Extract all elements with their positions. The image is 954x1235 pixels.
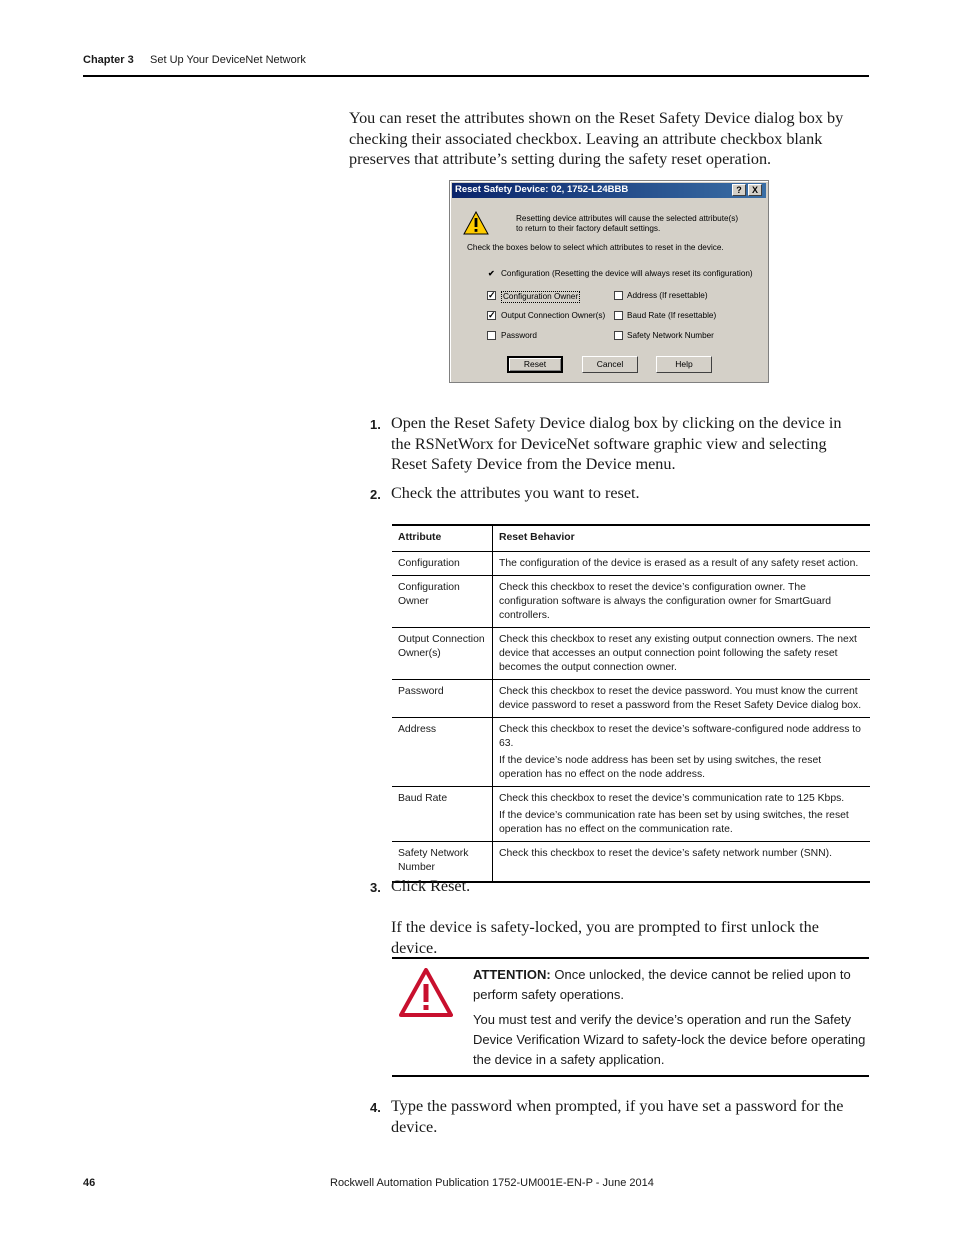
check-mark-icon: ✔: [488, 269, 495, 278]
intro-paragraph: You can reset the attributes shown on the Reset Safety Device dialog box by checking their associated checkbox. Leaving an attribute checkbox blank preserves that attribute’s setting during the safety reset operation.: [349, 109, 844, 168]
password-label: Password: [501, 331, 537, 340]
close-button[interactable]: X: [748, 184, 762, 196]
behavior-cell: [493, 718, 871, 787]
behavior-text: The configuration of the device is erased as a result of any safety reset action.: [499, 558, 859, 569]
table-row: [392, 787, 870, 842]
page-number: 46: [83, 1177, 96, 1189]
attention-paragraph-1: [473, 965, 868, 1005]
attribute-cell: Safety Network Number: [392, 842, 493, 883]
address-label: Address (If resettable): [627, 291, 708, 300]
password-checkbox[interactable]: [487, 331, 496, 340]
attention-label: ATTENTION:: [473, 967, 551, 982]
safety-network-number-checkbox[interactable]: [614, 331, 623, 340]
attribute-cell: Configuration Owner: [392, 576, 493, 628]
baud-rate-label: Baud Rate (If resettable): [627, 311, 717, 320]
warning-line-1: Resetting device attributes will cause the selected attribute(s): [516, 214, 739, 223]
behavior-cell: [493, 628, 871, 680]
chapter-title: Set Up Your DeviceNet Network: [150, 54, 306, 66]
behavior-cell: [493, 680, 871, 718]
attention-line-2: You must test and verify the device’s operation and run the Safety Device Verification Wizard to safety-lock the device before operating the device in a safety application.: [473, 1012, 866, 1067]
table-row: [392, 718, 870, 787]
warning-line-2: to return to their factory default settings.: [516, 224, 661, 233]
step-number: 1.: [370, 417, 381, 432]
step-text: Open the Reset Safety Device dialog box by clicking on the device in the RSNetWorx for DeviceNet software graphic view and selecting Reset Safety Device from the Device menu.: [391, 414, 842, 473]
behavior-cell: [493, 576, 871, 628]
dialog-titlebar: [452, 183, 766, 198]
attribute-table: [392, 524, 870, 883]
chapter-label: Chapter 3: [83, 54, 134, 66]
attribute-cell: Output Connection Owner(s): [392, 628, 493, 680]
address-checkbox[interactable]: [614, 291, 623, 300]
publication-info: Rockwell Automation Publication 1752-UM001E-EN-P - June 2014: [330, 1177, 654, 1189]
warning-icon: [463, 211, 489, 235]
attention-box: [392, 957, 869, 1077]
step-text: Check the attributes you want to reset.: [391, 484, 640, 502]
behavior-text: Check this checkbox to reset the device’s software-configured node address to 63.: [499, 724, 861, 749]
attention-line-1: Once unlocked, the device cannot be relied upon to perform safety operations.: [473, 967, 851, 1002]
baud-rate-checkbox[interactable]: [614, 311, 623, 320]
table-row: [392, 628, 870, 680]
behavior-text: If the device’s node address has been set by using switches, the reset operation has no effect on the node address.: [499, 755, 822, 780]
attribute-header: Attribute: [392, 525, 493, 552]
attribute-cell: Password: [392, 680, 493, 718]
behavior-cell: [493, 552, 871, 576]
table-header-row: [392, 525, 870, 552]
behavior-text: Check this checkbox to reset the device’s communication rate to 125 Kbps.: [499, 793, 845, 804]
table-row: [392, 680, 870, 718]
help-title-button[interactable]: ?: [732, 184, 746, 196]
instruction-text: Check the boxes below to select which attributes to reset in the device.: [467, 243, 724, 252]
output-connection-owner-checkbox[interactable]: ✓: [488, 310, 496, 320]
step-text: Type the password when prompted, if you have set a password for the device.: [391, 1097, 844, 1136]
reset-button[interactable]: Reset: [507, 356, 563, 373]
attribute-cell: Baud Rate: [392, 787, 493, 842]
safety-network-number-label: Safety Network Number: [627, 331, 714, 340]
attention-warning-icon: [399, 968, 453, 1018]
behavior-text: Check this checkbox to reset the device’s configuration owner. The configuration software is always the configuration owner for SmartGuard controllers.: [499, 582, 832, 621]
configuration-note: Configuration (Resetting the device will always reset its configuration): [501, 269, 753, 278]
reset-safety-device-dialog: [449, 180, 769, 383]
step-number: 4.: [370, 1100, 381, 1115]
dialog-title: Reset Safety Device: 02, 1752-L24BBB: [455, 184, 629, 195]
behavior-text: Check this checkbox to reset the device’s safety network number (SNN).: [499, 848, 833, 859]
configuration-owner-checkbox[interactable]: ✓: [488, 290, 496, 300]
step-number: 2.: [370, 487, 381, 502]
cancel-button[interactable]: Cancel: [582, 356, 638, 373]
behavior-text: If the device’s communication rate has been set by using switches, the reset operation has no effect on the communication rate.: [499, 810, 849, 835]
configuration-owner-label: Configuration Owner: [503, 292, 579, 301]
table-row: [392, 576, 870, 628]
step-note-text: If the device is safety-locked, you are prompted to first unlock the device.: [391, 918, 819, 957]
help-button[interactable]: Help: [656, 356, 712, 373]
attribute-cell: Configuration: [392, 552, 493, 576]
reset-behavior-header: Reset Behavior: [493, 525, 871, 552]
attribute-cell: Address: [392, 718, 493, 787]
header-rule: [83, 75, 869, 77]
behavior-cell: [493, 787, 871, 842]
output-connection-owner-label: Output Connection Owner(s): [501, 311, 606, 320]
attention-text: [473, 965, 868, 1070]
behavior-text: Check this checkbox to reset the device password. You must know the current device password to reset a password from the Reset Safety Device dialog box.: [499, 686, 862, 711]
step-number: 3.: [370, 880, 381, 895]
table-row: [392, 552, 870, 576]
behavior-text: Check this checkbox to reset any existing output connection owners. The next device that accesses an output connection point following the safety reset becomes the output connection owner.: [499, 634, 857, 673]
step-text: Click Reset.: [391, 877, 471, 895]
